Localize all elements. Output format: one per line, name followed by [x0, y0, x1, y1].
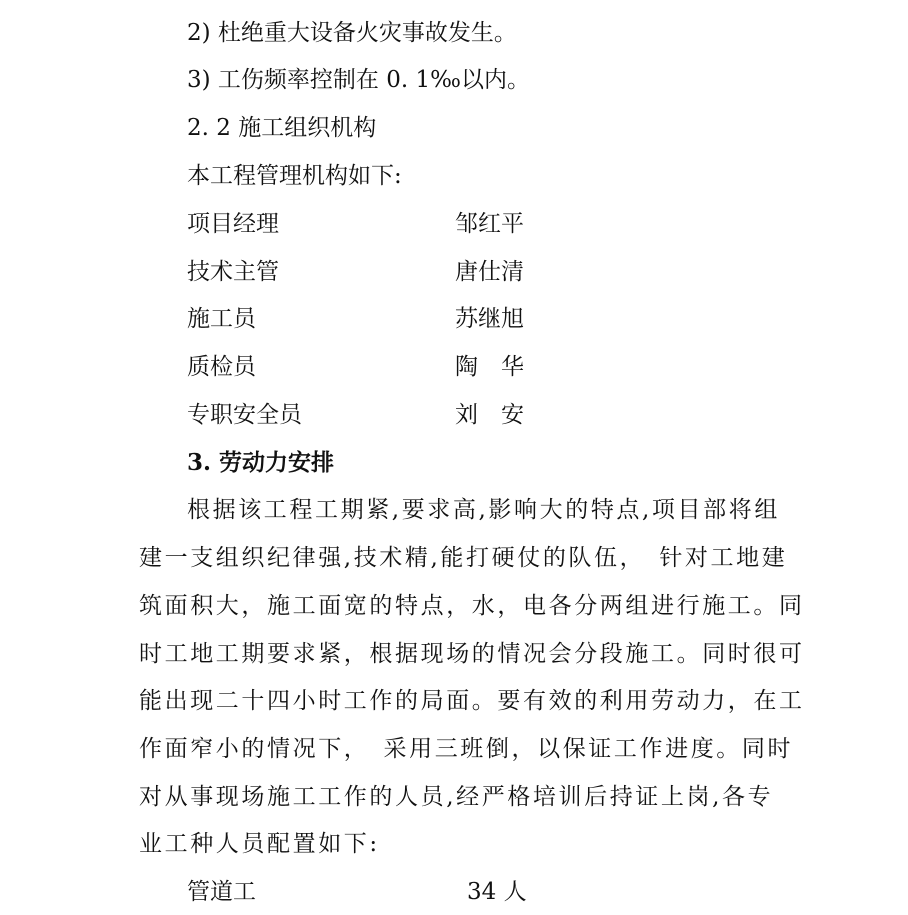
roster-person: 刘 安 — [455, 402, 524, 428]
roster-role: 技术主管 — [187, 259, 279, 285]
paragraph-line: 根据该工程工期紧,要求高,影响大的特点,项目部将组 — [187, 497, 780, 523]
roster-role: 项目经理 — [187, 211, 279, 237]
worker-count: 34 人 — [467, 879, 527, 905]
roster-role: 施工员 — [187, 306, 256, 332]
section-2-2-title: 2. 2 施工组织机构 — [187, 115, 377, 141]
paragraph-line: 时工地工期要求紧，根据现场的情况会分段施工。同时很可 — [139, 641, 805, 667]
paragraph-line: 业工种人员配置如下: — [139, 831, 380, 857]
roster-person: 邹红平 — [455, 211, 524, 237]
goal-line-2: 2) 杜绝重大设备火灾事故发生。 — [187, 20, 517, 46]
paragraph-line: 作面窄小的情况下， 采用三班倒，以保证工作进度。同时 — [139, 736, 794, 762]
roster-role: 专职安全员 — [187, 402, 302, 428]
worker-trade: 管道工 — [187, 879, 256, 905]
section-3-heading: 3. 劳动力安排 — [187, 449, 335, 476]
paragraph-line: 筑面积大，施工面宽的特点，水，电各分两组进行施工。同 — [139, 593, 805, 619]
roster-person: 唐仕清 — [455, 259, 524, 285]
goal-line-3: 3) 工伤频率控制在 0. 1‰以内。 — [187, 67, 530, 93]
paragraph-line: 能出现二十四小时工作的局面。要有效的利用劳动力，在工 — [139, 688, 805, 714]
roster-role: 质检员 — [187, 354, 256, 380]
roster-person: 苏继旭 — [455, 306, 524, 332]
paragraph-line: 对从事现场施工工作的人员,经严格培训后持证上岗,各专 — [139, 784, 774, 810]
paragraph-line: 建一支组织纪律强,技术精,能打硬仗的队伍， 针对工地建 — [139, 545, 788, 571]
roster-person: 陶 华 — [455, 354, 524, 380]
section-2-2-intro: 本工程管理机构如下: — [187, 163, 402, 189]
